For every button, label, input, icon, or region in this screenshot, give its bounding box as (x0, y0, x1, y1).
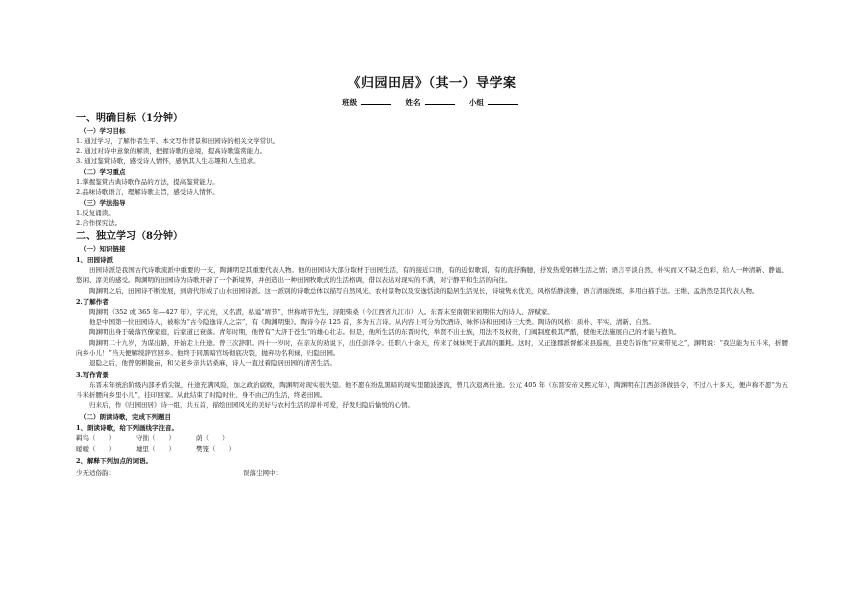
goal-item: 3. 通过鉴赏诗歌，感受诗人情怀，感悟其人生志趣和人生追求。 (76, 157, 260, 165)
vocab-item[interactable]: 少无适俗韵： (76, 468, 115, 477)
paragraph: 田园诗派是我国古代诗歌流派中重要的一支，陶渊明是其重要代表人物。他的田园诗大部分取材于田园生活，有的接近口语，有的近似歌谣，有的直抒胸臆，抒发热爱躬耕生活之情；语言平淡自然，朴实而又不缺乏色彩，给人一种清新、静谧、悠闲、淳美的感受。陶渊明的田园诗为诗歌开辟了一个新境界，并创造出一种田园牧歌式的生活格调，借以表达对现实的不满，对宁静平和生活的向往。 (76, 266, 788, 285)
question-explain-words: 2、解释下列加点的词语。 (76, 456, 153, 465)
heading-background: 3.写作背景 (76, 370, 109, 379)
subheading-knowledge-link: （一）知识链接 (80, 245, 126, 253)
student-info-row (76, 97, 788, 108)
paragraph: 东晋末年统治阶级内部矛盾尖锐，仕途充满风险，加之政治腐败，陶渊明对现实很失望。他不愿在纷乱黑暗的现实里随波逐流，曾几次退离仕途。公元 405 年（东晋安帝义熙元年），陶渊明在江西彭泽做县令，不过八十多天，便声称不愿“为五斗米折腰向乡里小儿”，挂印回家。从此结束了时隐时仕、身不由己的生活，终老田园。 (76, 380, 788, 399)
class-label: 班级 (342, 98, 358, 107)
page-title: 《归园田居》（其一）导学案 (347, 76, 517, 91)
subheading-method: （三）学法指导 (80, 199, 126, 207)
key-point-item: 2.品味诗歌语言，理解诗歌主旨，感受诗人情怀。 (76, 188, 219, 196)
paragraph: 陶渊明之后，田园诗不断发展，到唐代形成了山水田园诗派。这一派别的诗歌总体以描写自然风光、农村景物以及安逸恬淡的隐居生活见长，诗境隽永优美，风格恬静淡雅，语言清丽洗练，多用白描手法。王维、孟浩然是其代表人物。 (89, 286, 759, 295)
name-blank[interactable] (425, 97, 455, 105)
group-blank[interactable] (488, 97, 518, 105)
paragraph: 退隐之后，他曾躬耕陇亩，和父老乡亲共话桑麻，诗人一直过着隐居田园的清苦生活。 (89, 359, 336, 368)
pinyin-blank[interactable]: 荫（ ） (196, 433, 229, 442)
subheading-key-points: （二）学习重点 (80, 168, 126, 176)
method-item: 2.合作探究法。 (76, 219, 122, 227)
group-field[interactable] (469, 98, 522, 107)
name-field[interactable] (406, 98, 459, 107)
pinyin-blank[interactable]: 羁鸟（ ） (76, 433, 115, 442)
goal-item: 2. 通过对诗中意象的解读，把握诗歌的意境，提高诗歌鉴赏能力。 (76, 147, 267, 155)
heading-pastoral-school: 1、田园诗派 (76, 256, 114, 264)
section-heading-independent-study: 二、独立学习（8分钟） (76, 231, 183, 242)
worksheet (76, 72, 788, 479)
vocab-item[interactable]: 误落尘网中： (243, 468, 282, 477)
method-item: 1.反复诵读。 (76, 209, 115, 217)
section-heading-goals: 一、明确目标（1分钟） (76, 113, 183, 124)
key-point-item: 1.掌握鉴赏古典诗歌作品的方法，提高鉴赏能力。 (76, 178, 219, 186)
subheading-learning-goals: （一）学习目标 (80, 127, 126, 135)
vocab-row (76, 468, 788, 479)
goal-item: 1. 通过学习，了解作者生平、本文写作背景和田园诗的相关文学常识。 (76, 137, 280, 145)
group-label: 小组 (468, 98, 484, 107)
paragraph: 陶渊明出身于破落官僚家庭，后家道已衰落。青年时期，他曾有“大济于苍生”的雄心壮志。但是，他所生活的东晋时代，举贤不出士族，用法不及权贵，门阀制度极其严酷，使他无法施展自己的才能与抱负。 (89, 328, 681, 337)
paragraph: 归来后，作《归园田居》诗一组，共五首，描绘田园风光的美好与农村生活的淳朴可爱，抒发归隐后愉悦的心情。 (89, 401, 414, 410)
heading-about-author: 2.了解作者 (76, 297, 109, 306)
paragraph: 陶渊明二十九岁，为谋出路，开始走上仕途。曾三次辞职。四十一岁时，在亲友的劝说下，出任彭泽令。任职八十余天，传来了妹妹死于武昌的噩耗。这时，又正逢郡派督邮来县巡视，县吏告诉他“应束带见之”，渊明说：“我岂能为五斗米，折腰向乡小儿！”当天便解绶辞官回乡。他终于同黑暗官场彻底决裂，抛弃功名利禄，归隐田园。 (76, 338, 788, 358)
class-field[interactable] (342, 98, 395, 107)
name-label: 姓名 (405, 98, 421, 107)
pinyin-blank[interactable]: 樊笼（ ） (196, 444, 235, 453)
class-blank[interactable] (361, 97, 391, 105)
question-pinyin: 1、朗读诗歌，给下列画线字注音。 (76, 423, 179, 432)
pinyin-row-2 (76, 444, 788, 455)
paragraph: 陶渊明（352 或 365 年—427 年），字元亮，又名潜，私谥“靖节”，世称靖节先生，浔阳柴桑（今江西省九江市）人。东晋末至南朝宋初期伟大的诗人、辞赋家。 (89, 307, 554, 316)
pinyin-blank[interactable]: 守拙（ ） (136, 433, 175, 442)
pinyin-blank[interactable]: 墟里（ ） (136, 444, 175, 453)
pinyin-row-1 (76, 433, 788, 444)
paragraph: 他是中国第一位田园诗人，被称为“古今隐逸诗人之宗”，有《陶渊明集》。陶诗今存 125 首，多为五言诗。从内容上可分为饮酒诗、咏怀诗和田园诗三大类。陶诗的风格：质朴、平实、清新、自然。 (89, 318, 655, 327)
pinyin-blank[interactable]: 暧暧（ ） (76, 444, 115, 453)
subheading-reading-exercises: （二）朗读诗歌，完成下列题目 (80, 412, 171, 421)
